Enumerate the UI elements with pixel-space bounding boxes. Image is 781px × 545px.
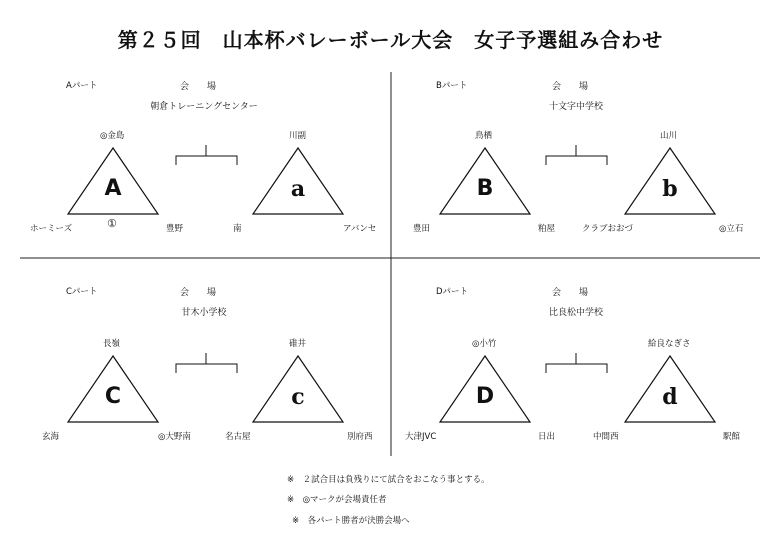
team-B-left: 豊田 — [413, 224, 431, 234]
team-a-right: アバンセ — [343, 224, 377, 234]
team-C-right: ◎大野南 — [158, 432, 191, 442]
bracket-D — [546, 364, 607, 373]
team-D-left: 大津JVC — [405, 432, 437, 442]
note-1: ※ ２試合目は負残りにて試合をおこなう事とする。 — [287, 475, 490, 485]
venue-heading-B: 会 場 — [552, 82, 589, 92]
team-c-right: 別府西 — [347, 432, 373, 442]
part-label-A: Aパート — [66, 81, 98, 91]
note-2: ※ ◎マークが会場責任者 — [287, 495, 387, 505]
venue-heading-A: 会 場 — [180, 82, 217, 92]
team-d-right: 駅館 — [723, 432, 741, 442]
part-label-C: Cパート — [66, 287, 98, 297]
group-letter-a: a — [290, 176, 306, 202]
bracket-B — [546, 156, 607, 165]
part-label-B: Bパート — [436, 81, 468, 91]
group-letter-c: c — [291, 384, 305, 410]
group-letter-d: d — [662, 384, 678, 410]
team-C-left: 玄海 — [42, 432, 60, 442]
team-d-top: 給良なぎさ — [648, 339, 691, 349]
bracket-A — [176, 156, 237, 165]
team-c-left: 名古屋 — [225, 432, 251, 442]
team-b-top: 山川 — [660, 131, 678, 141]
venue-name-A: 朝倉トレーニングセンター — [150, 102, 258, 112]
team-D-right: 日出 — [538, 432, 556, 442]
team-A-top: ◎金島 — [100, 131, 125, 141]
team-b-left: クラブおおづ — [582, 224, 633, 234]
team-D-top: ◎小竹 — [472, 339, 497, 349]
team-A-left: ホーミーズ — [30, 224, 73, 234]
group-letter-b: b — [662, 176, 678, 202]
team-B-top: 鳥栖 — [475, 131, 493, 141]
team-b-right: ◎立石 — [719, 224, 744, 234]
group-letter-D: D — [475, 384, 495, 409]
venue-name-C: 甘木小学校 — [181, 308, 227, 318]
venue-heading-C: 会 場 — [180, 288, 217, 298]
venue-heading-D: 会 場 — [552, 288, 589, 298]
team-d-left: 中間西 — [593, 432, 619, 442]
group-letter-A: A — [104, 176, 122, 201]
team-a-top: 川副 — [289, 131, 307, 141]
venue-name-D: 比良松中学校 — [548, 308, 603, 318]
page-title: 第２５回 山本杯バレーボール大会 女子予選組み合わせ — [117, 28, 664, 52]
team-B-right: 粕屋 — [538, 224, 556, 234]
note-3: ※ 各パート勝者が決勝会場へ — [292, 516, 410, 526]
part-label-D: Dパート — [436, 287, 469, 297]
group-letter-B: B — [476, 176, 494, 201]
team-a-left: 南 — [233, 224, 242, 234]
team-C-top: 長嶺 — [103, 339, 121, 349]
venue-name-B: 十文字中学校 — [548, 102, 603, 112]
team-A-right: 豊野 — [166, 224, 184, 234]
bracket-C — [176, 364, 237, 373]
team-c-top: 碓井 — [289, 339, 307, 349]
group-letter-C: C — [104, 384, 122, 409]
match-number-mark: ① — [107, 217, 117, 230]
